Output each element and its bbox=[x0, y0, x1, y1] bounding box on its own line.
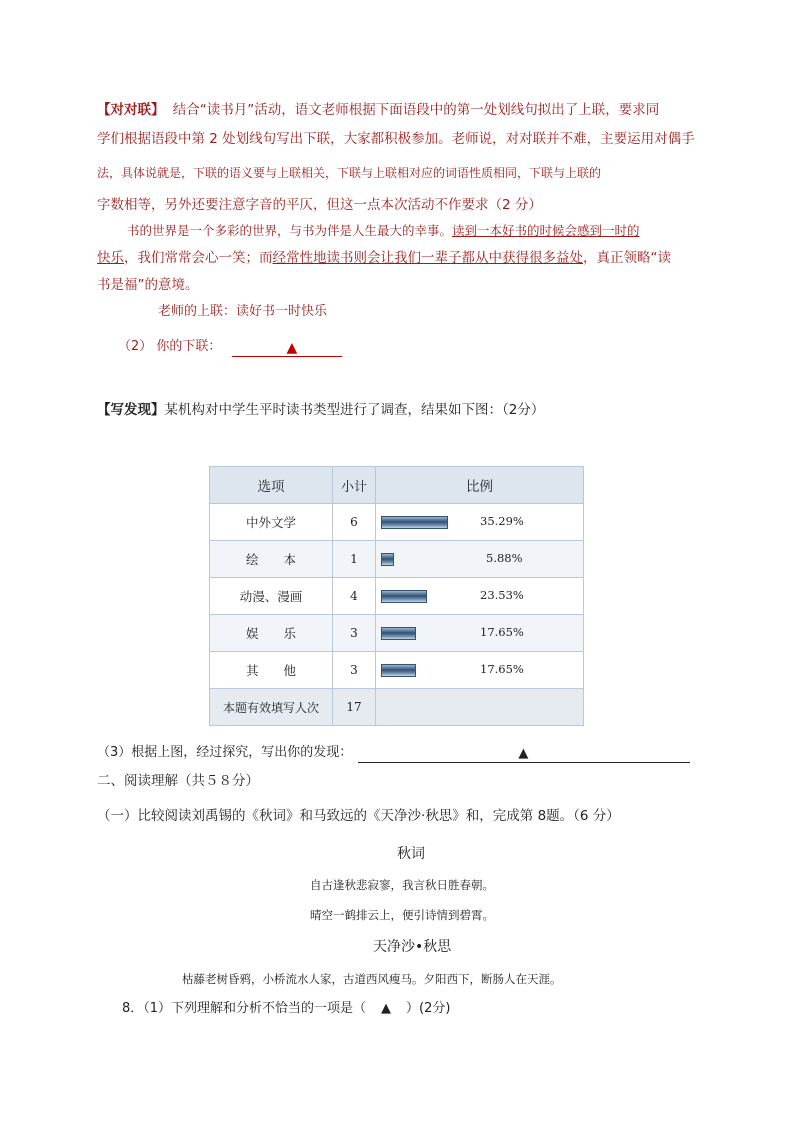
poem2-title: 天净沙•秋思 bbox=[373, 939, 452, 955]
poem2-line-1: 枯藤老树昏鸦，小桥流水人家，古道西风瘦马。夕阳西下，断肠人在天涯。 bbox=[182, 972, 562, 986]
table-row bbox=[210, 541, 584, 578]
answer-triangle-icon: ▲ bbox=[518, 746, 529, 761]
paragraph-text-b: ，我们常常会心一笑；而 bbox=[124, 250, 273, 266]
poem1-line-1: 自古逢秋悲寂寥，我言秋日胜春朝。 bbox=[310, 878, 494, 892]
q2-line bbox=[118, 337, 342, 357]
row-ratio bbox=[376, 504, 584, 541]
couplet-intro-line-3: 法，具体说就是，下联的语义要与上联相关，下联与上联相对应的词语性质相同，下联与上联的 bbox=[97, 166, 602, 180]
row-percent: 5.88% bbox=[486, 551, 523, 565]
row-ratio bbox=[376, 615, 584, 652]
q8-answer-slot[interactable] bbox=[366, 999, 406, 1019]
underlined-sentence-1: 读到一本好书的时候会感到一时的 bbox=[452, 223, 640, 238]
row-percent: 17.65% bbox=[480, 625, 524, 639]
row-ratio bbox=[376, 652, 584, 689]
q3-line bbox=[97, 743, 690, 763]
q8-suffix: ）(2分) bbox=[406, 1001, 451, 1016]
table-row bbox=[210, 578, 584, 615]
section-title: 二、阅读理解（共５８分） bbox=[97, 773, 259, 789]
row-label: 中外文学 bbox=[210, 504, 333, 541]
row-count: 4 bbox=[333, 578, 376, 615]
column-header-option: 选项 bbox=[210, 467, 333, 504]
ratio-bar bbox=[381, 664, 416, 677]
ratio-bar bbox=[381, 516, 448, 529]
row-count: 6 bbox=[333, 504, 376, 541]
total-count: 17 bbox=[333, 689, 376, 726]
table-header-row bbox=[210, 467, 584, 504]
row-label: 其 他 bbox=[210, 652, 333, 689]
paragraph-text-a: 书的世界是一个多彩的世界，与书为伴是人生最大的幸事。 bbox=[127, 223, 453, 238]
couplet-paragraph-line-1 bbox=[127, 221, 640, 241]
q3-label: （3）根据上图，经过探究，写出你的发现： bbox=[97, 745, 353, 760]
row-percent: 17.65% bbox=[480, 662, 524, 676]
poem1-line-2: 晴空一鹤排云上，便引诗情到碧霄。 bbox=[310, 908, 494, 922]
q8-prefix: 8．（1）下列理解和分析不恰当的一项是（ bbox=[122, 1001, 367, 1016]
table-row bbox=[210, 652, 584, 689]
teacher-couplet: 老师的上联：读好书一时快乐 bbox=[158, 304, 328, 319]
couplet-paragraph-line-2 bbox=[97, 248, 671, 268]
survey-heading: 【写发现】 bbox=[97, 402, 165, 418]
table-total-row bbox=[210, 689, 584, 726]
row-ratio bbox=[376, 578, 584, 615]
underlined-sentence-2: 经常性地读书则会让我们一辈子都从中获得很多益处 bbox=[272, 250, 583, 266]
row-count: 3 bbox=[333, 652, 376, 689]
q2-answer-blank[interactable] bbox=[232, 340, 342, 357]
underlined-sentence-1-end: 快乐 bbox=[97, 250, 124, 266]
part-title: （一）比较阅读刘禹锡的《秋词》和马致远的《天净沙·秋思》和，完成第 8题。（6 分） bbox=[97, 808, 620, 824]
row-ratio bbox=[376, 541, 584, 578]
couplet-intro-line-1 bbox=[97, 100, 659, 120]
poem1-title: 秋词 bbox=[397, 846, 425, 862]
row-count: 1 bbox=[333, 541, 376, 578]
total-ratio-empty bbox=[376, 689, 584, 726]
paragraph-text-c: ，真正领略“读 bbox=[583, 250, 671, 266]
q3-answer-blank[interactable] bbox=[358, 746, 690, 763]
survey-intro bbox=[97, 400, 544, 420]
table-row bbox=[210, 615, 584, 652]
couplet-intro-1: 结合“读书月”活动，语文老师根据下面语段中的第一处划线句拟出了上联，要求同 bbox=[172, 102, 660, 118]
row-label: 绘 本 bbox=[210, 541, 333, 578]
total-label: 本题有效填写人次 bbox=[210, 689, 333, 726]
row-count: 3 bbox=[333, 615, 376, 652]
couplet-intro-line-4: 字数相等，另外还要注意字音的平仄，但这一点本次活动不作要求（2 分） bbox=[97, 197, 542, 213]
ratio-bar bbox=[381, 627, 416, 640]
couplet-heading: 【对对联】 bbox=[97, 102, 165, 118]
answer-triangle-icon: ▲ bbox=[286, 340, 298, 356]
column-header-ratio: 比例 bbox=[376, 467, 584, 504]
couplet-intro-line-2: 学们根据语段中第 2 处划线句写出下联，大家都积极参加。老师说，对对联并不难，主要运用对偶手 bbox=[97, 131, 695, 147]
couplet-paragraph-line-3: 书是福”的意境。 bbox=[97, 277, 199, 293]
q2-label: （2） 你的下联： bbox=[118, 339, 222, 354]
ratio-bar bbox=[381, 553, 394, 566]
row-percent: 23.53% bbox=[480, 588, 524, 602]
row-label: 娱 乐 bbox=[210, 615, 333, 652]
ratio-bar bbox=[381, 590, 427, 603]
answer-triangle-icon: ▲ bbox=[381, 1001, 392, 1016]
q8-line bbox=[122, 999, 450, 1019]
survey-table bbox=[209, 466, 584, 726]
column-header-count: 小计 bbox=[333, 467, 376, 504]
survey-intro-text: 某机构对中学生平时读书类型进行了调查，结果如下图：（2分） bbox=[164, 402, 545, 418]
row-label: 动漫、漫画 bbox=[210, 578, 333, 615]
table-row bbox=[210, 504, 584, 541]
row-percent: 35.29% bbox=[480, 514, 524, 528]
